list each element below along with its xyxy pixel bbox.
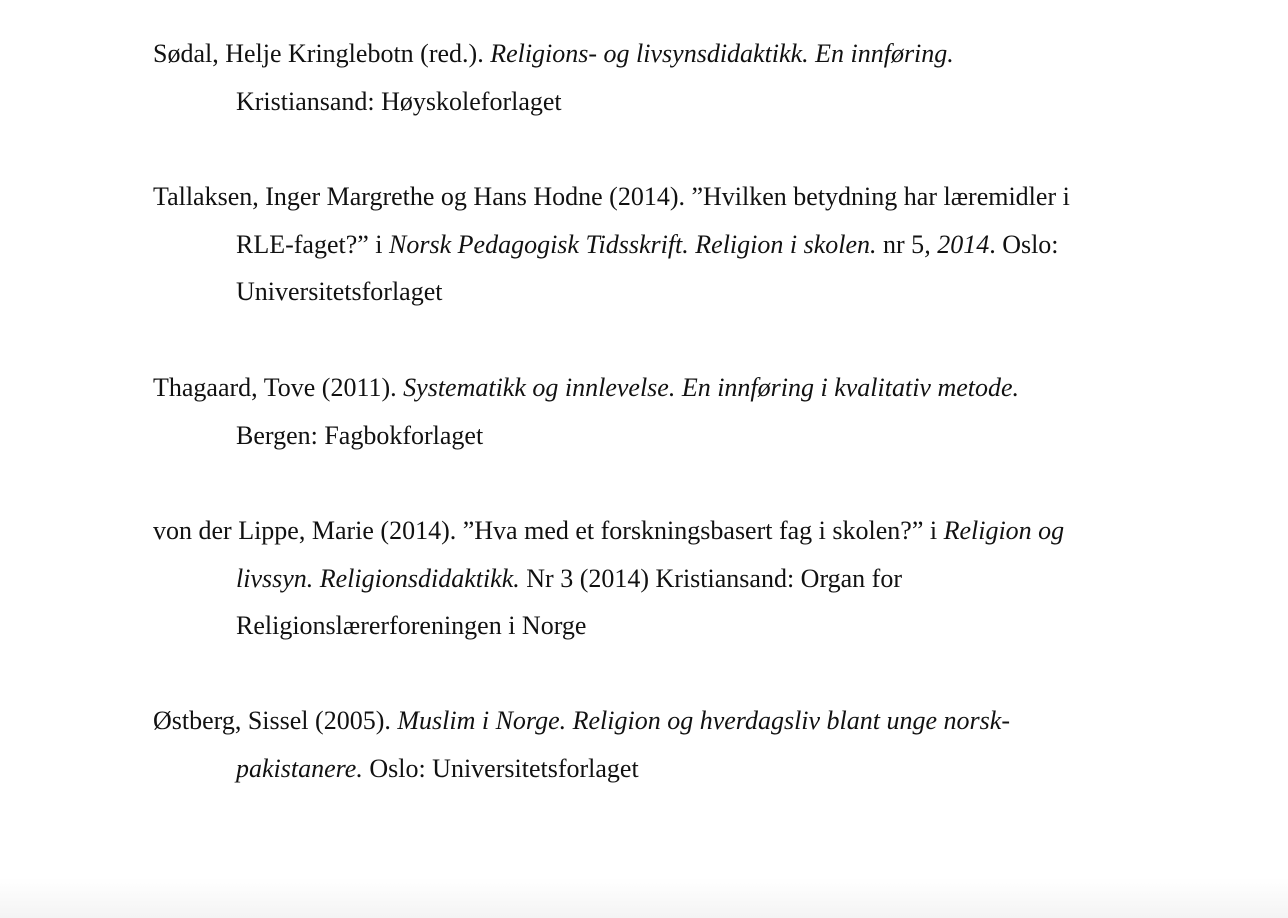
reference-line <box>236 412 1019 460</box>
reference-line <box>153 507 1065 555</box>
reference-text: Østberg, Sissel (2005). <box>153 706 398 735</box>
reference-text: Bergen: Fagbokforlaget <box>236 420 484 450</box>
reference-text: . Oslo: <box>989 229 1059 259</box>
reference-text: Oslo: Universitetsforlaget <box>362 753 639 783</box>
reference-line <box>236 745 1010 793</box>
reference-line <box>153 697 1010 745</box>
reference-entry <box>153 697 1010 792</box>
reference-title-italic: Muslim i Norge. Religion og hverdagsliv blant unge norsk- <box>397 706 1010 735</box>
reference-title-italic: Norsk Pedagogisk Tidsskrift. Religion i skolen. <box>389 229 877 259</box>
reference-text: nr 5 <box>876 229 925 259</box>
reference-entry <box>153 364 1019 459</box>
reference-line <box>236 602 1064 650</box>
page-bottom-edge <box>0 878 1288 918</box>
reference-title-italic: livssyn. Religionsdidaktikk. <box>236 563 520 593</box>
reference-title-italic: Religions- og livsynsdidaktikk. En innføring. <box>490 39 954 68</box>
reference-title-italic: , 2014 <box>924 229 990 259</box>
reference-line <box>236 268 1070 316</box>
reference-line <box>236 221 1070 269</box>
reference-text: Thagaard, Tove (2011). <box>153 373 404 402</box>
reference-text: RLE-faget?” i <box>236 229 390 259</box>
reference-entry <box>153 30 954 125</box>
reference-text: Universitetsforlaget <box>236 277 443 306</box>
reference-title-italic: Religion og <box>943 516 1065 545</box>
reference-text: Sødal, Helje Kringlebotn (red.). <box>153 39 491 68</box>
reference-entry <box>153 173 1070 316</box>
reference-line <box>153 30 954 78</box>
reference-text: von der Lippe, Marie (2014). ”Hva med et forskningsbasert fag i skolen?” i <box>153 516 944 545</box>
reference-title-italic: Systematikk og innlevelse. En innføring i kvalitativ metode. <box>403 373 1020 402</box>
reference-text: Religionslærerforeningen i Norge <box>236 611 587 640</box>
reference-entry <box>153 507 1064 650</box>
reference-text: Nr 3 (2014) Kristiansand: Organ for <box>519 563 902 593</box>
reference-line <box>153 173 1070 221</box>
reference-line <box>236 555 1064 603</box>
reference-text: Tallaksen, Inger Margrethe og Hans Hodne (2014). ”Hvilken betydning har læremidler i <box>153 182 1070 211</box>
reference-line <box>236 78 954 126</box>
reference-line <box>153 364 1020 412</box>
reference-text: Kristiansand: Høyskoleforlaget <box>236 86 562 116</box>
reference-title-italic: pakistanere. <box>236 753 363 783</box>
